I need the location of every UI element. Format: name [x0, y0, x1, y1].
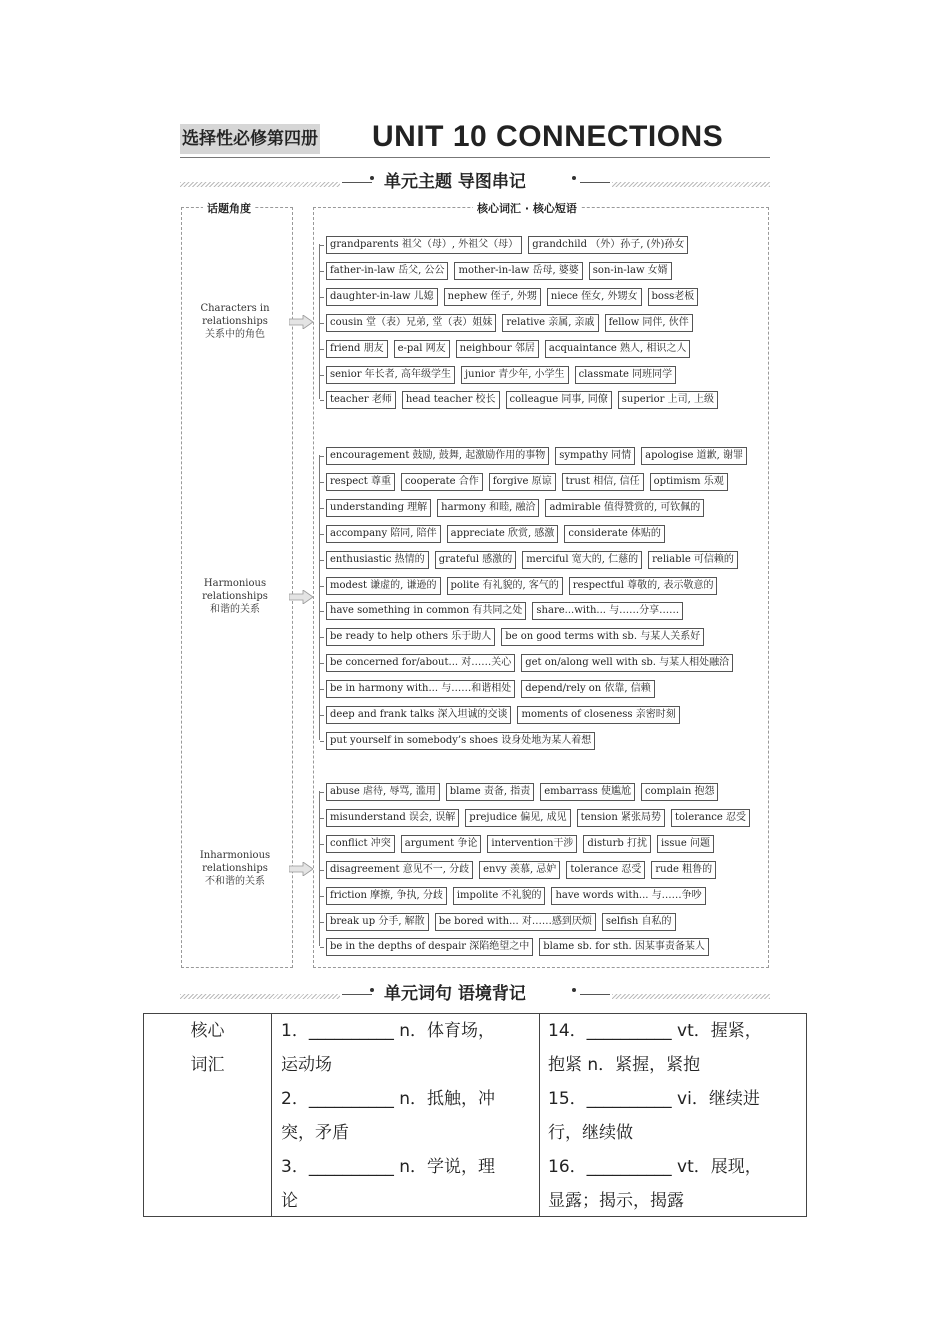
vocab-tag: considerate 体贴的 — [564, 525, 665, 543]
vocab-tag: mother-in-law 岳母, 婆婆 — [454, 262, 582, 280]
title-bracket — [580, 994, 610, 1005]
vocab-entry-line: 15．__________ vi．继续进 — [548, 1089, 760, 1109]
vocab-tag: misunderstand 误会, 误解 — [326, 809, 459, 827]
vocab-entry-line: 运动场 — [281, 1055, 332, 1075]
vocab-tag: nephew 侄子, 外甥 — [444, 288, 541, 306]
vocab-tag: break up 分手, 解散 — [326, 913, 429, 931]
section-title-mindmap: 单元主题 导图串记 — [384, 172, 526, 192]
vocab-tag: e-pal 网友 — [394, 340, 450, 358]
hatch-decoration — [180, 994, 340, 999]
vocab-tag: share...with... 与……分享…… — [532, 602, 683, 620]
vocab-tag: niece 侄女, 外甥女 — [547, 288, 642, 306]
topic-english: Harmonious relationships — [202, 578, 268, 603]
bracket-tick — [320, 896, 324, 897]
title-bracket — [342, 994, 372, 1005]
title-dot — [370, 988, 374, 992]
vocab-tag: be in harmony with... 与……和谐相处 — [326, 680, 515, 698]
vocab-entry-line: 显露；揭示，揭露 — [548, 1191, 684, 1211]
right-vocab-cell — [548, 1014, 798, 1218]
vocab-tag: encouragement 鼓励, 鼓舞, 起激励作用的事物 — [326, 447, 549, 465]
vocab-tag: conflict 冲突 — [326, 835, 395, 853]
vocab-entry-line: 16．__________ vt．展现， — [548, 1157, 762, 1177]
vocab-tag: grandchild （外）孙子, (外)孙女 — [528, 236, 688, 254]
bracket-tick — [320, 534, 324, 535]
vocab-tag: modest 谦虚的, 谦逊的 — [326, 577, 441, 595]
group-bracket — [319, 791, 320, 946]
topic-chinese: 不和谐的关系 — [205, 875, 265, 887]
vocab-tag: respect 尊重 — [326, 473, 395, 491]
vocab-tag: selfish 自私的 — [602, 913, 676, 931]
topic-english: Characters in relationships — [200, 302, 270, 327]
vocab-tag: impolite 不礼貌的 — [453, 887, 546, 905]
vocab-tag: harmony 和睦, 融洽 — [437, 499, 539, 517]
table-row-label — [144, 1014, 271, 1082]
vocab-entry-line: 1．__________ n．体育场， — [281, 1021, 495, 1041]
vocab-tag: enthusiastic 热情的 — [326, 551, 429, 569]
bracket-tick — [320, 560, 324, 561]
vocab-tag: be concerned for/about... 对……关心 — [326, 654, 515, 672]
vocab-tag: friend 朋友 — [326, 340, 388, 358]
vocab-tag: colleague 同事, 同僚 — [506, 391, 612, 409]
vocab-tag: be in the depths of despair 深陷绝望之中 — [326, 938, 533, 956]
title-bracket — [580, 182, 610, 193]
vocab-tag: blame sb. for sth. 因某事责备某人 — [539, 938, 709, 956]
topic-english: Inharmonious relationships — [199, 849, 271, 874]
book-volume-tag: 选择性必修第四册 — [180, 124, 320, 154]
vocab-tag: tolerance 忍受 — [566, 861, 645, 879]
vocab-tag: junior 青少年, 小学生 — [461, 366, 569, 384]
vocab-tag: issue 问题 — [657, 835, 714, 853]
bracket-tick — [320, 870, 324, 871]
table-divider — [271, 1014, 272, 1216]
vocab-tag: trust 相信, 信任 — [562, 473, 644, 491]
vocab-tag: argument 争论 — [401, 835, 482, 853]
bracket-tick — [320, 323, 324, 324]
vocab-tag: complain 抱怨 — [641, 783, 718, 801]
header-rule — [180, 157, 770, 158]
vocab-tag: teacher 老师 — [326, 391, 396, 409]
vocab-tag: be bored with... 对……感到厌烦 — [435, 913, 596, 931]
bracket-tick — [320, 271, 324, 272]
vocab-tag: boss老板 — [648, 288, 699, 306]
vocab-tag: forgive 原谅 — [489, 473, 556, 491]
vocab-tag: grandparents 祖父（母）, 外祖父（母） — [326, 236, 522, 254]
vocab-tag: relative 亲属, 亲戚 — [502, 314, 598, 332]
vocab-tag: neighbour 邻居 — [456, 340, 539, 358]
vocab-tag: moments of closeness 亲密时刻 — [517, 706, 679, 724]
vocab-tag: rude 粗鲁的 — [651, 861, 716, 879]
bracket-tick — [320, 637, 324, 638]
vocab-tag: embarrass 使尴尬 — [540, 783, 635, 801]
topic-label — [185, 849, 285, 888]
bracket-tick — [320, 844, 324, 845]
vocab-tag: reliable 可信赖的 — [648, 551, 738, 569]
left-vocab-cell — [281, 1014, 529, 1218]
vocab-tag: have words with... 与……争吵 — [551, 887, 705, 905]
vocab-tag: son-in-law 女婿 — [589, 262, 672, 280]
label-line: 词汇 — [190, 1055, 225, 1075]
vocab-tag: disturb 打扰 — [583, 835, 651, 853]
vocab-tag: senior 年长者, 高年级学生 — [326, 366, 455, 384]
arrow-right-icon — [289, 862, 313, 876]
vocab-tag: abuse 虐待, 辱骂, 滥用 — [326, 783, 440, 801]
vocab-tag: deep and frank talks 深入坦诚的交谈 — [326, 706, 511, 724]
bracket-tick — [320, 715, 324, 716]
vocab-tag: classmate 同班同学 — [575, 366, 677, 384]
vocab-tag: merciful 宽大的, 仁慈的 — [522, 551, 642, 569]
topic-chinese: 和谐的关系 — [210, 604, 260, 616]
vocab-tag: father-in-law 岳父, 公公 — [326, 262, 448, 280]
group-bracket — [319, 244, 320, 399]
vocab-tag: optimism 乐观 — [650, 473, 728, 491]
arrow-right-icon — [289, 315, 313, 329]
vocab-tag: be ready to help others 乐于助人 — [326, 628, 495, 646]
vocab-tag: acquaintance 熟人, 相识之人 — [545, 340, 690, 358]
topic-label — [185, 577, 285, 616]
vocab-table — [143, 1013, 807, 1217]
bracket-tick — [320, 947, 324, 948]
vocab-tag: disagreement 意见不一, 分歧 — [326, 861, 473, 879]
vocab-tag: friction 摩擦, 争执, 分歧 — [326, 887, 447, 905]
bracket-tick — [320, 741, 324, 742]
bracket-tick — [320, 508, 324, 509]
vocab-tag: sympathy 同情 — [555, 447, 635, 465]
bracket-tick — [320, 611, 324, 612]
vocab-tag: tolerance 忍受 — [671, 809, 750, 827]
vocab-tag: daughter-in-law 儿媳 — [326, 288, 438, 306]
bracket-tick — [320, 818, 324, 819]
vocab-tag: understanding 理解 — [326, 499, 431, 517]
vocab-entry-line: 3．__________ n．学说，理 — [281, 1157, 495, 1177]
topic-chinese: 关系中的角色 — [205, 328, 265, 340]
vocab-tag: get on/along well with sb. 与某人相处融洽 — [521, 654, 733, 672]
vocab-tag: envy 羡慕, 忌妒 — [479, 861, 560, 879]
vocab-entry-line: 行，继续做 — [548, 1123, 633, 1143]
vocab-tag: blame 责备, 指责 — [446, 783, 535, 801]
vocab-entry-line: 14．__________ vt．握紧， — [548, 1021, 762, 1041]
vocab-tag: intervention干涉 — [487, 835, 577, 853]
arrow-right-icon — [289, 590, 313, 604]
bracket-tick — [320, 663, 324, 664]
vocab-tag: accompany 陪同, 陪伴 — [326, 525, 441, 543]
vocab-tag: admirable 值得赞赏的, 可钦佩的 — [545, 499, 704, 517]
title-dot — [370, 176, 374, 180]
core-vocab-label: 核心词汇 · 核心短语 — [473, 200, 581, 216]
hatch-decoration — [612, 994, 770, 999]
label-line: 核心 — [190, 1021, 225, 1041]
bracket-tick — [320, 482, 324, 483]
vocab-tag: prejudice 偏见, 成见 — [465, 809, 570, 827]
hatch-decoration — [612, 182, 770, 187]
bracket-tick — [320, 349, 324, 350]
bracket-tick — [320, 792, 324, 793]
bracket-tick — [320, 375, 324, 376]
vocab-tag: head teacher 校长 — [402, 391, 500, 409]
topic-angle-label: 话题角度 — [203, 200, 255, 216]
hatch-decoration — [180, 182, 340, 187]
vocab-tag: depend/rely on 依靠, 信赖 — [521, 680, 655, 698]
vocab-tag: grateful 感激的 — [435, 551, 517, 569]
vocab-tag: apologise 道歉, 谢罪 — [641, 447, 747, 465]
title-bracket — [342, 182, 372, 193]
vocab-entry-line: 突，矛盾 — [281, 1123, 349, 1143]
vocab-tag: cooperate 合作 — [401, 473, 483, 491]
bracket-tick — [320, 297, 324, 298]
vocab-entry-line: 抱紧 n．紧握，紧抱 — [548, 1055, 701, 1075]
bracket-tick — [320, 456, 324, 457]
table-divider — [539, 1014, 540, 1216]
vocab-entry-line: 2．__________ n．抵触，冲 — [281, 1089, 495, 1109]
title-dot — [572, 988, 576, 992]
bracket-tick — [320, 400, 324, 401]
vocab-tag: superior 上司, 上级 — [618, 391, 718, 409]
vocab-tag: have something in common 有共同之处 — [326, 602, 526, 620]
bracket-tick — [320, 245, 324, 246]
vocab-entry-line: 论 — [281, 1191, 298, 1211]
vocab-tag: cousin 堂（表）兄弟, 堂（表）姐妹 — [326, 314, 496, 332]
vocab-tag: respectful 尊敬的, 表示敬意的 — [569, 577, 718, 595]
bracket-tick — [320, 922, 324, 923]
section-title-sentences: 单元词句 语境背记 — [384, 984, 526, 1004]
vocab-tag: polite 有礼貌的, 客气的 — [447, 577, 563, 595]
bracket-tick — [320, 689, 324, 690]
topic-label — [185, 302, 285, 341]
vocab-tag: fellow 同伴, 伙伴 — [605, 314, 693, 332]
group-bracket — [319, 455, 320, 740]
vocab-tag: appreciate 欣赏, 感激 — [447, 525, 559, 543]
vocab-tag: be on good terms with sb. 与某人关系好 — [501, 628, 704, 646]
vocab-tag: tension 紧张局势 — [577, 809, 665, 827]
bracket-tick — [320, 586, 324, 587]
vocab-tag: put yourself in somebody’s shoes 设身处地为某人着想 — [326, 732, 595, 750]
unit-title: UNIT 10 CONNECTIONS — [372, 120, 724, 153]
title-dot — [572, 176, 576, 180]
